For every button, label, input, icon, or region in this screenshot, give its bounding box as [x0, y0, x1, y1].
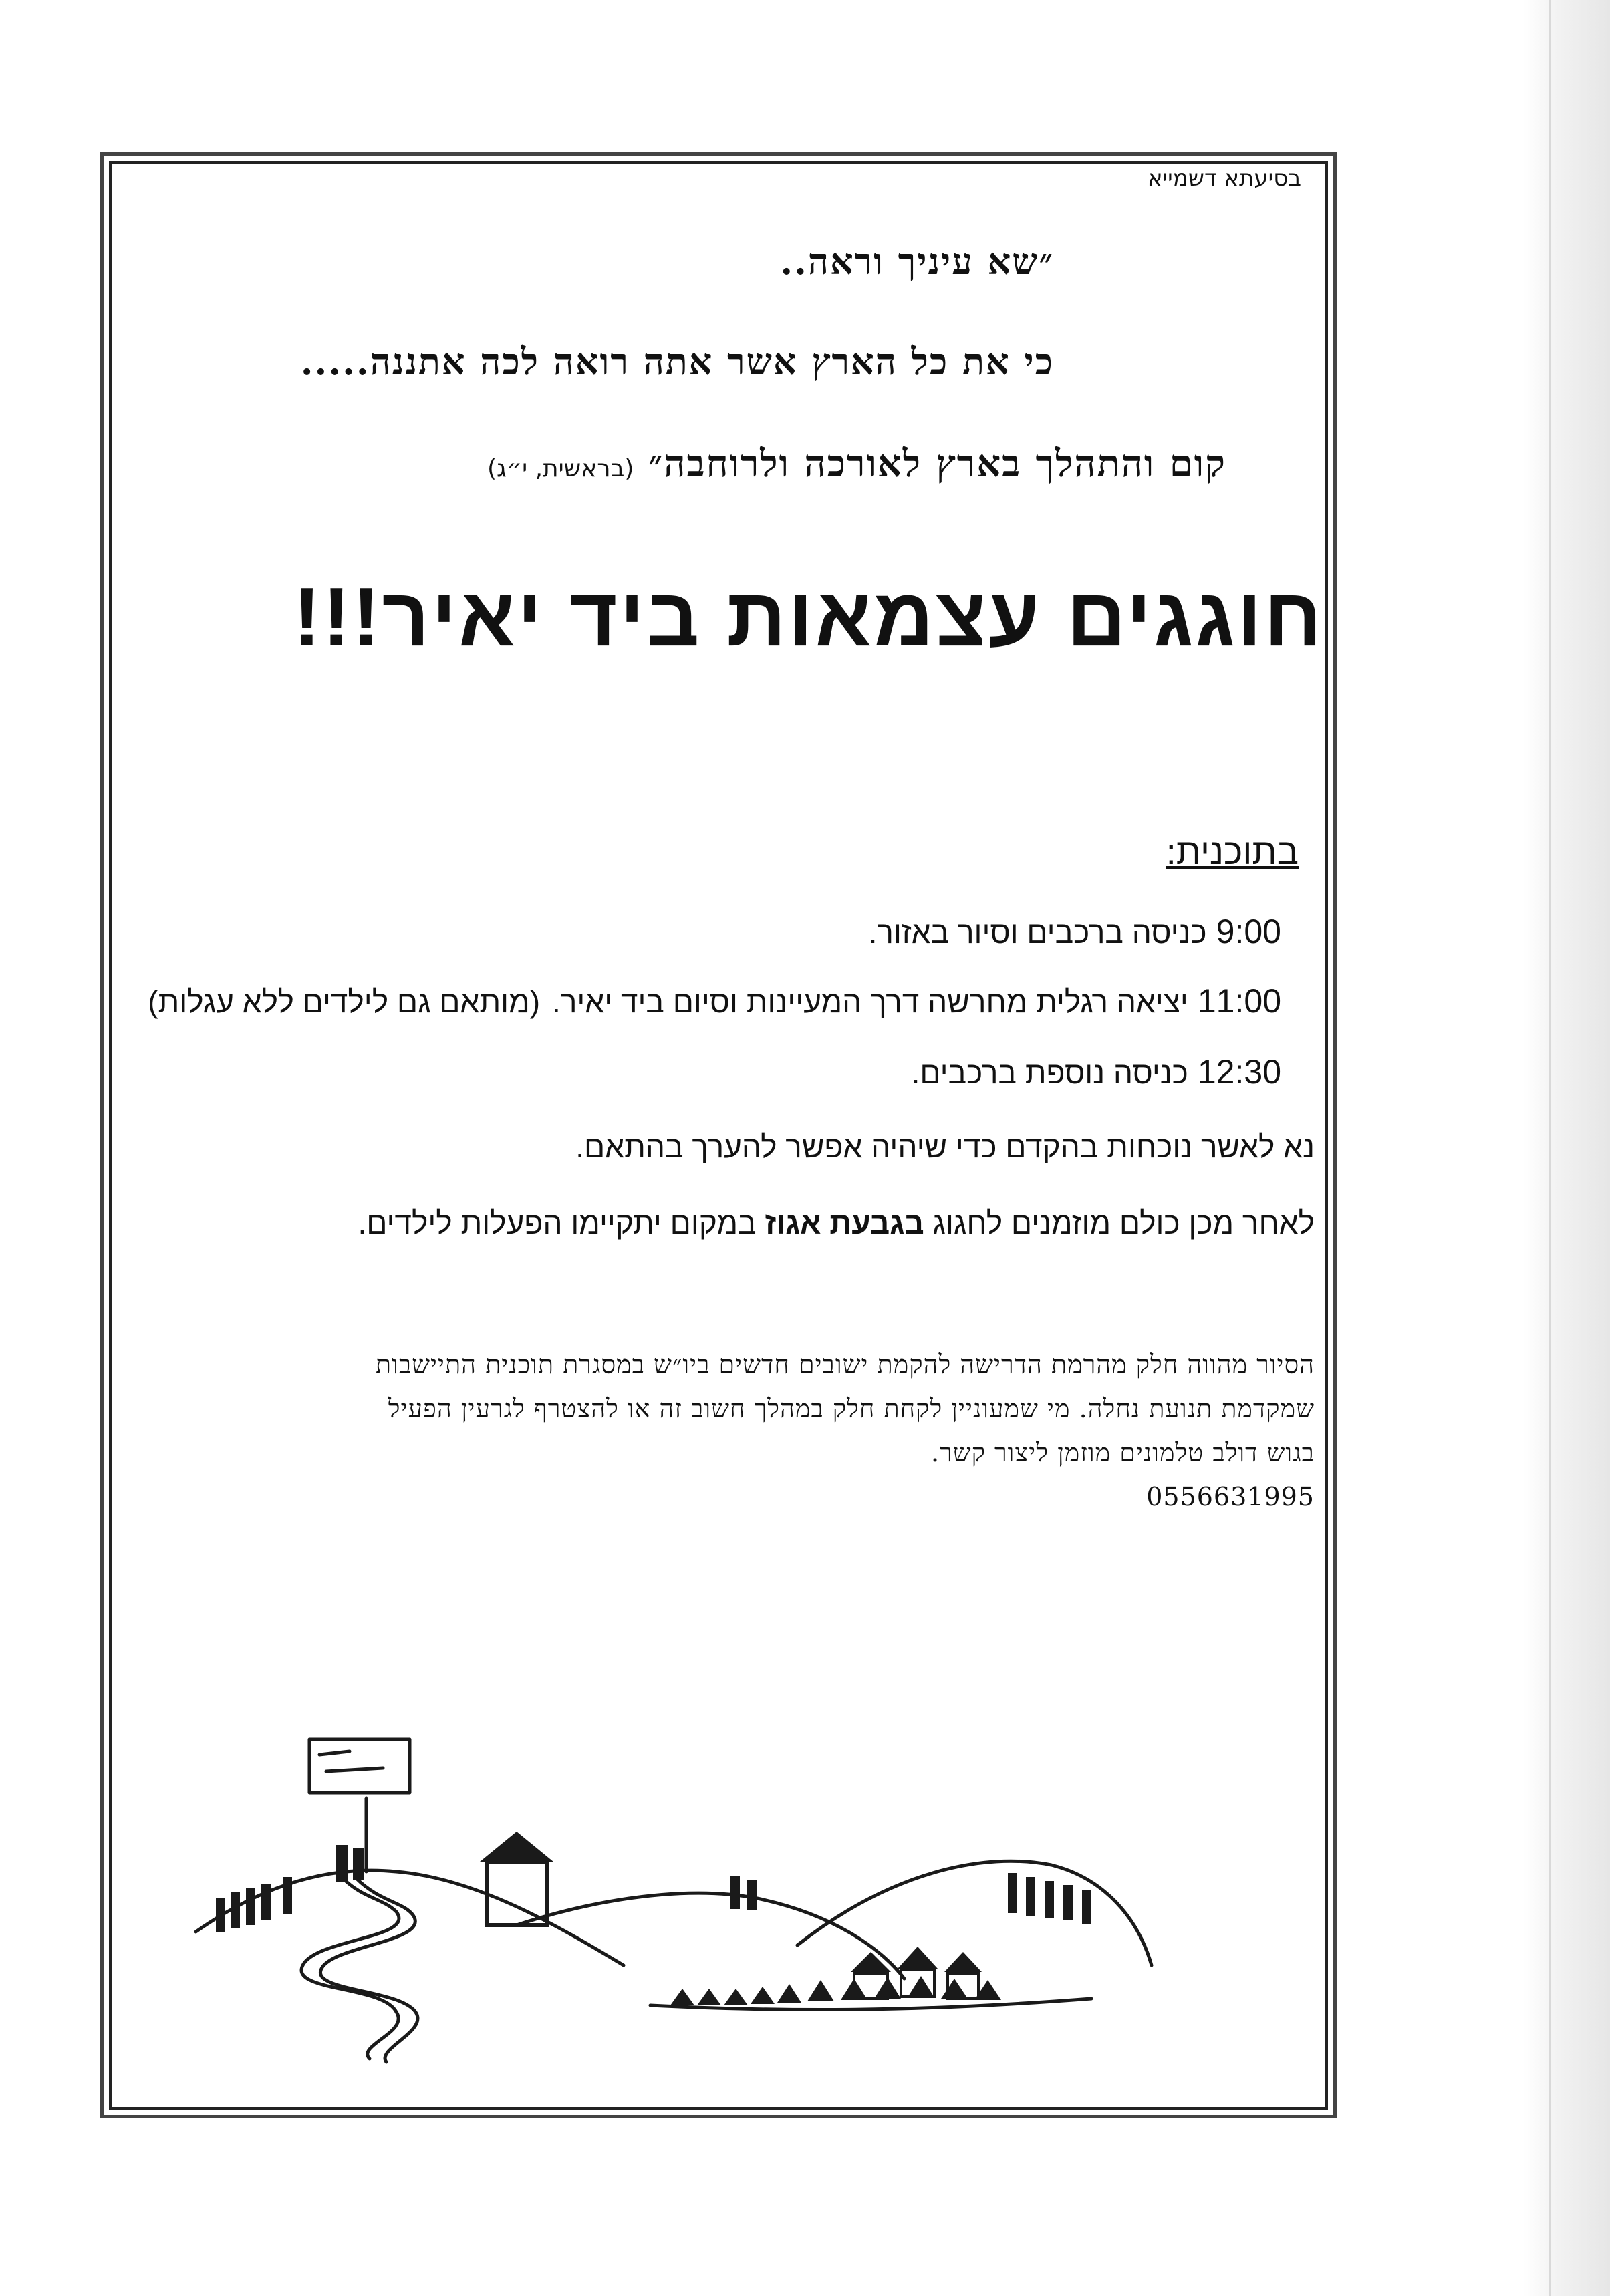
after-event-line: [358, 1205, 1315, 1241]
rsvp-notice: נא לאשר נוכחות בהקדם כדי שיהיה אפשר להערך בהתאם.: [575, 1129, 1315, 1164]
program-item-time: 11:00: [1197, 982, 1281, 1020]
program-item: [148, 982, 1281, 1020]
scan-edge-line: [1549, 0, 1551, 2296]
verse-line-3-main: קום והתהלך בארץ לאורכה ולרוחבה״: [648, 442, 1226, 486]
program-item-text: יציאה רגלית מחרשה דרך המעיינות וסיום ביד יאיר.: [552, 984, 1188, 1019]
poster-content: [109, 161, 1328, 2110]
program-item-text: כניסה נוספת ברכבים.: [911, 1055, 1188, 1090]
bsd-header: בסיעתא דשמייא: [1147, 165, 1301, 192]
hills-settlement-drawing-icon: [182, 1551, 1158, 2086]
program-item: [912, 1052, 1281, 1091]
verse-line-3: [487, 442, 1226, 486]
scan-edge-shadow: [1524, 0, 1610, 2296]
after-event-location: בגבעת אגוז: [765, 1205, 924, 1240]
contact-phone: 0556631995: [1146, 1482, 1315, 1512]
program-item-text: כניסה ברכבים וסיור באזור.: [868, 915, 1207, 950]
verse-line-2: כי את כל הארץ אשר אתה רואה לכה אתננה.....: [300, 340, 1054, 383]
info-paragraph-line-2: שמקדמת תנועת נחלה. מי שמעוניין לקחת חלק במהלך חשוב זה או להצטרף לגרעין הפעיל: [388, 1394, 1315, 1423]
info-paragraph-line-1: הסיור מהווה חלק מהרמת הדרישה להקמת ישובים חדשים ביו״ש במסגרת תוכנית התיישבות: [375, 1350, 1315, 1379]
verse-line-1: ״שא עיניך וראה..: [780, 240, 1054, 283]
info-paragraph-line-3: בגוש דולב טלמונים מוזמן ליצור קשר.: [930, 1438, 1315, 1467]
program-item: [869, 912, 1281, 951]
program-title: בתוכנית:: [1166, 832, 1299, 872]
verse-source: (בראשית, י״ג): [487, 455, 634, 482]
main-headline: חוגגים עצמאות ביד יאיר!!!: [293, 571, 1324, 664]
after-event-pre: לאחר מכן כולם מוזמנים לחגוג: [932, 1205, 1315, 1240]
after-event-post: במקום יתקיימו הפעלות לילדים.: [358, 1205, 757, 1240]
program-item-time: 12:30: [1197, 1053, 1281, 1091]
program-item-time: 9:00: [1216, 913, 1281, 950]
program-item-note: (מותאם גם לילדים ללא עגלות): [148, 984, 541, 1019]
